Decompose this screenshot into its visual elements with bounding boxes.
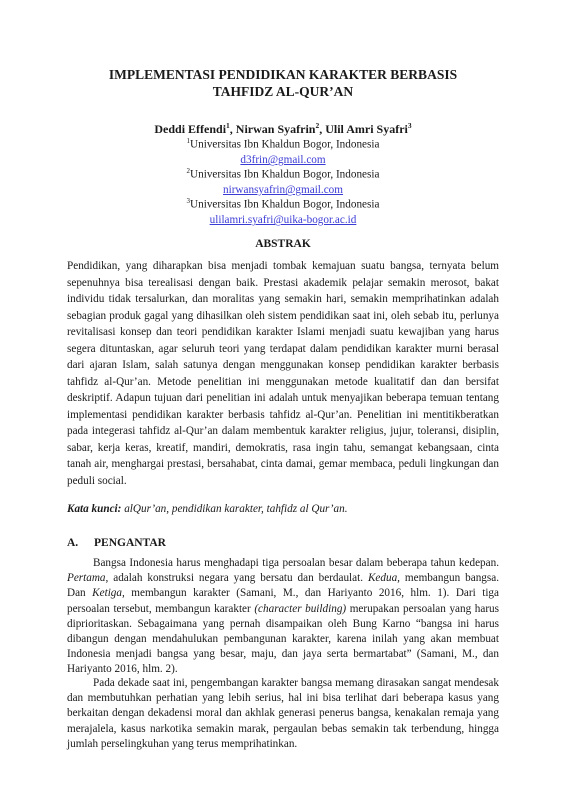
author-email-link[interactable]: nirwansyafrin@gmail.com	[223, 184, 343, 197]
italic-text-run: Kedua,	[367, 572, 400, 585]
affiliation-marker: 1	[186, 137, 191, 145]
author-name: Nirwan Syafrin	[235, 122, 316, 136]
author-affiliation-marker: 3	[407, 121, 412, 130]
italic-text-run: (character building)	[254, 602, 347, 615]
author-separator: ,	[229, 122, 236, 136]
author-email-link[interactable]: d3frin@gmail.com	[240, 154, 326, 167]
text-run: adalah konstruksi negara yang bersatu dan berdaulat.	[108, 572, 368, 585]
author-name: Ulil Amri Syafri	[325, 122, 408, 136]
body-paragraph-2	[67, 676, 499, 752]
text-run: membangun karakter (Samani, M., dan Hariyanto 2016, hlm. 1). Dari tiga persoalan tersebut, membangun karakter	[67, 587, 499, 615]
italic-text-run: Pertama,	[67, 572, 109, 585]
keywords-line	[67, 502, 499, 517]
abstract-heading: ABSTRAK	[255, 238, 311, 250]
title-line-1: IMPLEMENTASI PENDIDIKAN KARAKTER BERBASIS	[108, 67, 458, 82]
affiliation-marker: 3	[186, 197, 191, 205]
paper-title	[60, 66, 506, 100]
text-run: Bangsa Indonesia harus menghadapi tiga persoalan besar dalam beberapa tahun kedepan.	[93, 557, 499, 569]
affiliation-name: Universitas Ibn Khaldun Bogor, Indonesia	[190, 168, 380, 181]
text-run: merupakan persoalan yang harus diprioritaskan. Sebagaimana yang pernah disampaikan oleh Bung Karno “bangsa ini harus dibangun dengan mendahulukan pembangunan karakter, karena inilah yang akan membuat Indonesia menjadi bangsa yang besar, maju, dan jaya serta bermartabat” (Samani, M., dan Hariyanto 2016, hlm. 2).	[67, 602, 499, 676]
keywords-text: alQur’an, pendidikan karakter, tahfidz al Qur’an.	[121, 503, 348, 515]
author-separator: ,	[319, 122, 326, 136]
section-heading	[67, 537, 166, 549]
affiliation-marker: 2	[186, 167, 191, 175]
section-title: PENGANTAR	[94, 537, 166, 549]
author-email-link[interactable]: ulilamri.syafri@uika-bogor.ac.id	[209, 214, 357, 227]
author-affiliation-marker: 2	[315, 121, 320, 130]
title-line-2: TAHFIDZ AL-QUR’AN	[212, 84, 354, 99]
section-number: A.	[67, 537, 79, 549]
keywords-label: Kata kunci:	[67, 503, 122, 515]
italic-text-run: Ketiga,	[92, 587, 125, 600]
affiliation-3	[60, 194, 506, 229]
abstract-text: Pendidikan, yang diharapkan bisa menjadi tombak kemajuan suatu bangsa, ternyata belum sepenuhnya bisa terealisasi dengan baik. Prestasi akademik pelajar semakin merosot, bakat individu tidak tersalurkan, dan moralitas yang semakin hari, semakin memprihatinkan adalah sebagian produk gagal yang dihasilkan oleh sistem pendidikan saat ini, oleh sebab itu, perlunya revitalisasi konsep dan teori pendidikan karakter Islami menjadi suatu kewajiban yang harus segera dituntaskan, agar seluruh teori yang terdapat dalam pendidikan karakter murni berasal dari ajaran Islam, salah satunya dengan menggunakan konsep pendidikan karakter berbasis tahfidz al-Qur’an. Metode penelitian ini menggunakan metode kualitatif dan dan bersifat deskriptif. Adapun tujuan dari penelitian ini adalah untuk menyajikan beberapa temuan tentang implementasi pendidikan karakter berbasis tahfidz al-Qur’an. Penelitian ini mentitikberatkan pada integerasi tahfidz al-Qur’an dalam membentuk karakter religius, jujur, toleransi, disiplin, sabar, kerja keras, kreatif, mandiri, demokratis, rasa ingin tahu, semangat kebangsaan, cinta tanah air, menghargai prestasi, bersahabat, cinta damai, gemar membaca, peduli lingkungan dan peduli social.	[67, 260, 499, 487]
affiliation-name: Universitas Ibn Khaldun Bogor, Indonesia	[190, 198, 380, 211]
author-affiliation-marker: 1	[226, 121, 230, 130]
affiliation-name: Universitas Ibn Khaldun Bogor, Indonesia	[190, 138, 380, 151]
text-run: membangun bangsa. Dan	[67, 572, 499, 600]
body-paragraph-1	[67, 556, 499, 678]
text-run: Pada dekade saat ini, pengembangan karakter bangsa memang dirasakan sangat mendesak dan membutuhkan perhatian yang lebih serius, hal ini bisa terlihat dari beberapa kasus yang berkaitan dengan dekadensi moral dan akhlak generasi penerus bangsa, kenakalan remaja yang merajalela, kasus narkotika semakin marak, pergaulan bebas semakin tak terbendung, hingga jumlah perselingkuhan yang terus memprihatinkan.	[67, 677, 499, 750]
author-name: Deddi Effendi	[154, 122, 227, 136]
